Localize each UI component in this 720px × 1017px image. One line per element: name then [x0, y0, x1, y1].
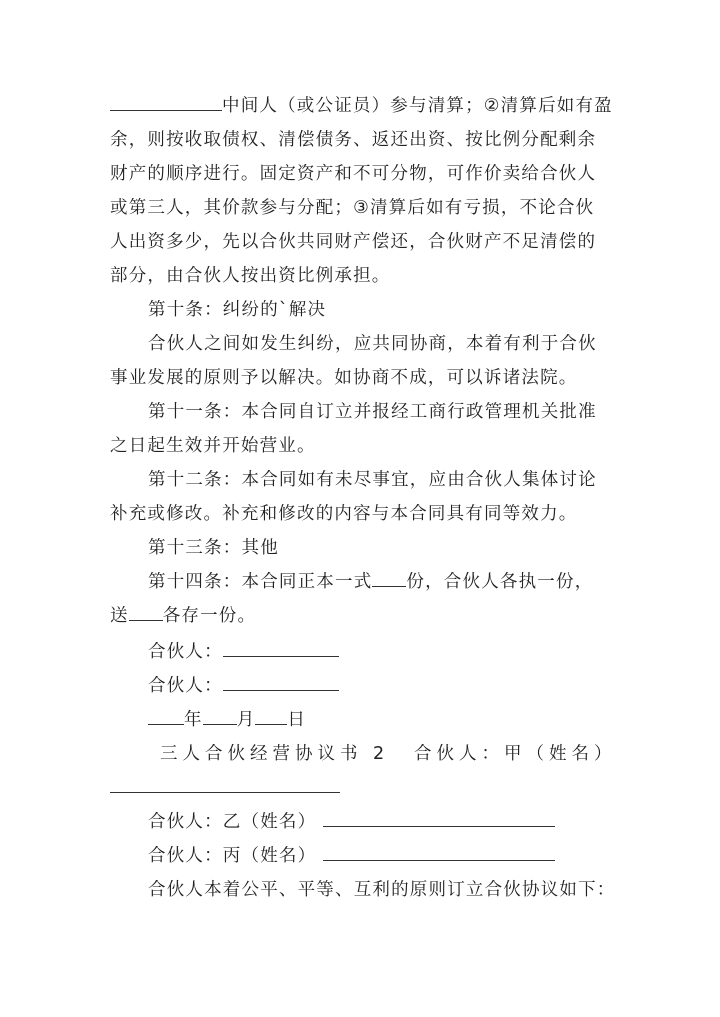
- partner-a-line: 合伙人：甲（姓名）: [414, 744, 617, 764]
- signature-blank: [223, 640, 339, 657]
- day-blank: [255, 708, 287, 725]
- text-line: 或第三人，其价款参与分配；③清算后如有亏损，不论合伙: [110, 198, 595, 218]
- text-line: 人出资多少，先以合伙共同财产偿还，合伙财产不足清偿的: [110, 232, 597, 252]
- date-line: 年 月 日: [148, 708, 306, 732]
- article-10-title: 第十条：纠纷的`解决: [148, 300, 327, 320]
- partner-a-blank-line: [110, 776, 340, 800]
- intro-paragraph: 合伙人本着公平、平等、互利的原则订立合伙协议如下：: [148, 880, 616, 900]
- text-line: 中间人（或公证员）参与清算；②清算后如有盈: [110, 94, 613, 118]
- article-12: 第十二条：本合同如有未尽事宜，应由合伙人集体讨论: [148, 470, 597, 490]
- signature-line: 合伙人：: [148, 640, 339, 664]
- month-blank: [203, 708, 237, 725]
- partner-c-line: 合伙人：丙（姓名）: [148, 844, 555, 868]
- article-11: 第十一条：本合同自订立并报经工商行政管理机关批准: [148, 402, 597, 422]
- partner-c-blank: [323, 844, 555, 861]
- text-line: 事业发展的原则予以解决。如协商不成，可以诉诸法院。: [110, 368, 578, 388]
- text-line: 部分，由合伙人按出资比例承担。: [110, 266, 391, 286]
- signature-blank: [223, 674, 339, 691]
- year-blank: [148, 708, 184, 725]
- text-line: 余，则按收取债权、清偿债务、返还出资、按比例分配剩余: [110, 130, 597, 150]
- partner-a-blank: [110, 776, 340, 793]
- text-line: 财产的顺序进行。固定资产和不可分物，可作价卖给合伙人: [110, 164, 597, 184]
- recipient-blank: [129, 604, 163, 621]
- fill-blank: [110, 94, 222, 111]
- document-title: 三人合伙经营协议书 2: [160, 744, 390, 764]
- copies-blank: [372, 570, 406, 587]
- text-line: 补充或修改。补充和修改的内容与本合同具有同等效力。: [110, 504, 578, 524]
- text-line: 之日起生效并开始营业。: [110, 436, 316, 456]
- partner-b-line: 合伙人：乙（姓名）: [148, 810, 555, 834]
- article-13: 第十三条：其他: [148, 538, 279, 558]
- partner-b-blank: [323, 810, 555, 827]
- signature-line: 合伙人：: [148, 674, 339, 698]
- text-line: 送 各存一份。: [110, 606, 257, 626]
- text-line: 合伙人之间如发生纠纷，应共同协商，本着有利于合伙: [148, 334, 597, 354]
- article-14: 第十四条：本合同正本一式 份，合伙人各执一份，: [148, 572, 594, 592]
